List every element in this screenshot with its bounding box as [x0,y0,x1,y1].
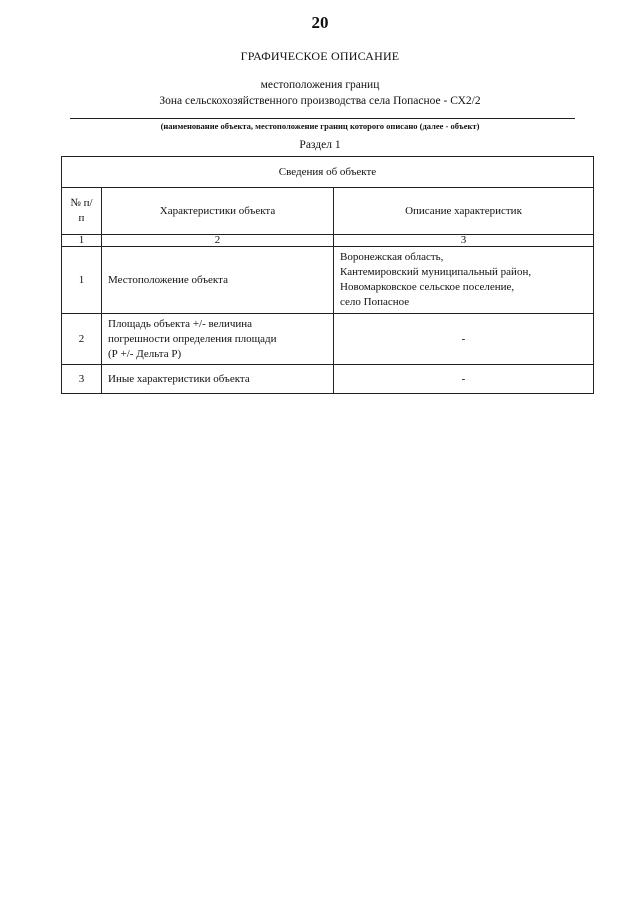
subtitle-line-2: Зона сельскохозяйственного производства села Попасное - СХ2/2 [159,95,481,107]
column-number-row [62,235,594,247]
underline-rule [70,118,575,119]
object-caption: (наименование объекта, местоположение границ которого описано (далее - объект) [160,121,480,131]
header-number: № п/п [62,188,102,235]
characteristic-line: (Р +/- Дельта Р) [108,347,182,360]
column-number-3: 3 [334,235,594,247]
header-characteristic: Характеристики объекта [102,188,334,235]
table-title: Сведения об объекте [62,157,594,188]
table-row [62,247,594,314]
row-description [334,247,594,314]
column-number-1: 1 [62,235,102,247]
row-number: 3 [62,365,102,394]
header-description: Описание характеристик [334,188,594,235]
document-title: ГРАФИЧЕСКОЕ ОПИСАНИЕ [240,49,400,63]
row-description: - [334,314,594,365]
column-number-2: 2 [102,235,334,247]
row-characteristic [102,314,334,365]
description-line: Новомарковское сельское поселение, [340,281,515,293]
characteristic-line: Площадь объекта +/- величина [108,317,253,330]
description-line: село Попасное [340,296,410,308]
subtitle-line-1: местоположения границ [260,79,380,91]
table-title-row [62,157,594,188]
row-number: 1 [62,247,102,314]
table-row [62,365,594,394]
description-line: Кантемировский муниципальный район, [340,266,532,278]
row-characteristic: Местоположение объекта [102,247,334,314]
row-characteristic: Иные характеристики объекта [102,365,334,394]
row-number: 2 [62,314,102,365]
section-label: Раздел 1 [299,139,341,151]
description-line: Воронежская область, [340,251,444,263]
object-info-table [61,156,594,394]
row-description: - [334,365,594,394]
characteristic-line: погрешности определения площади [108,332,277,345]
table-header-row [62,188,594,235]
page-number: 20 [311,13,329,32]
table-row [62,314,594,365]
